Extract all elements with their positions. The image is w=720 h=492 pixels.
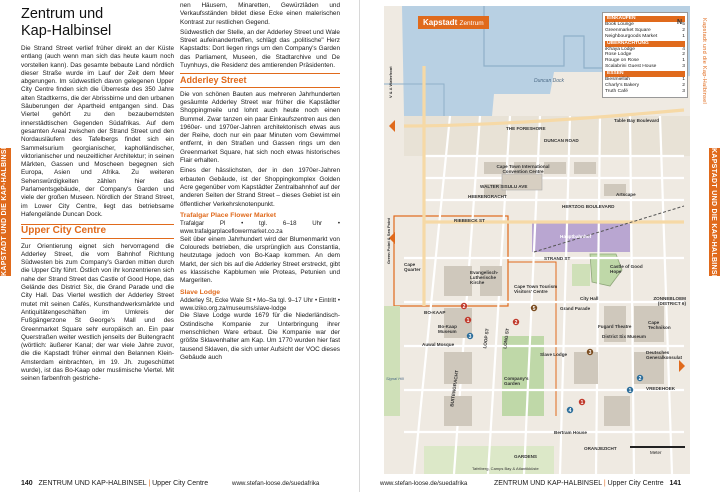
left-page-number: 140 (21, 480, 33, 487)
legend-num: 1 (682, 77, 685, 83)
subsection-heading: Adderley Street (180, 73, 340, 87)
map-label-hauptbahnhof: Hauptbahnhof (560, 234, 592, 239)
map-label-cape-quarter: Cape Quarter (404, 262, 421, 272)
map-label-visitors-centre: Cape Town Tourism Visitors' Centre (514, 284, 558, 294)
map-label-icc: Cape Town International Convention Centre (496, 164, 550, 174)
legend-item: Greenmarket Square (605, 27, 651, 33)
left-column-1 (21, 6, 174, 386)
map-label-heerengracht: HEERENGRACHT (468, 194, 507, 199)
map-label-riebeeck: RIEBEECK ST (454, 218, 485, 223)
map-label-oranjezicht: ORANJEZICHT (584, 446, 617, 451)
legend-item: Rouge on Rose (605, 58, 639, 64)
legend-row (605, 34, 685, 40)
map-label-auwal-mosque: Auwal Mosque (422, 342, 455, 347)
right-footer-url[interactable]: www.stefan-loose.de/suedafrika (380, 480, 468, 487)
legend-item: Scalabrini Guest House (605, 64, 657, 70)
legend-num: 4 (682, 46, 685, 52)
svg-text:1: 1 (628, 388, 632, 394)
map-label-castle: Castle of Good Hope (610, 264, 643, 274)
map-label-hertzog: HERTZOG BOULEVARD (562, 204, 615, 209)
title-line-2: Kap-Halbinsel (21, 23, 112, 39)
svg-text:3: 3 (588, 350, 592, 356)
map-label-district-six-museum: District Six Museum (602, 334, 646, 339)
right-side-label: KAPSTADT UND DIE KAP-HALBINSEL (710, 148, 717, 285)
intro-paragraph: Die Strand Street verlief früher direkt an der Küste entlang (auch wenn man sich das heute kaum noch vorstellen kann). Das gesamte bebaute Land nördlich dieser Straße wurde im Lauf der Zeit dem Meer abgerungen. Im südwestlich davon gelegenen Upper City Centre finden sich die Überreste des 350 Jahre alten Stadtkerns, die der Abrissbirne und den urbanen Säuberungen der Apartheid entgangen sind. Das Viertel gehört zu den bezauberndsten innerstädtischen Gegenden Südafrikas. Auf dem gesamten Areal zwischen der Strand Street und den Nordausläufern des Tafelbergs findet sich ein Sammelsurium georgianischer, kapholländischer, viktorianischer und neuzeitlicher Architektur; in seinen Märkten, Gassen und Moscheen begegnen sich Europa, Asien und Afrika. Zu weiteren Sehenswürdigkeiten zählen hier das Parlamentsgebäude, der Company's Garden und viele der großen Museen. Nördlich der Strand Street, im Lower City Centre, liegt das betriebsame Hafengelände Duncan Dock. (21, 45, 174, 218)
map-label-vredehoek: VREDEHOEK (646, 386, 676, 391)
map-label-tafelberg: Tafelberg, Camps Bay & Atlantikküste (472, 466, 539, 471)
entry-info-slave-lodge: Adderley St, Ecke Wale St • Mo–Sa tgl. 9–17 Uhr • Eintritt • www.iziko.org.za/museums/slave-lodge (180, 296, 340, 312)
grand-parade-green (572, 264, 590, 286)
svg-text:1: 1 (580, 400, 584, 406)
legend-num: 2 (682, 82, 685, 88)
legend-item: Charly's Bakery (605, 82, 640, 88)
map-label-technikon: Cape Technikon (648, 320, 671, 330)
legend-num: 3 (682, 64, 685, 70)
right-page-number: 141 (669, 480, 682, 487)
left-footer-chapter: ZENTRUM UND KAP-HALBINSEL (38, 480, 147, 487)
map-label-zonnebloem: ZONNEBLOEM (DISTRICT 6) (653, 296, 686, 306)
city-map[interactable] (384, 6, 690, 474)
map-label-strand-st: STRAND ST (544, 256, 571, 261)
legend-num: 2 (682, 27, 685, 33)
left-footer: 140 ZENTRUM UND KAP-HALBINSEL | Upper City Centre (21, 480, 209, 487)
col2-paragraph-1: nen Häusern, Minaretten, Gewürzläden und Verkaufsständen bildet diese Ecke einen malerischen Kontrast zur restlichen Gegend. (180, 2, 340, 26)
map-legend (602, 12, 688, 98)
map-label-duncan-dock: Duncan Dock (534, 78, 565, 84)
legend-item: Biesmiellah (605, 77, 631, 83)
section-heading: Upper City Centre (21, 224, 174, 238)
legend-item: iKhaya Lodge (605, 46, 635, 52)
left-column-2 (180, 2, 340, 364)
legend-heading-shopping: EINKAUFEN (605, 16, 685, 22)
map-label-bo-kaap-museum: Bo-Kaap Museum (438, 324, 457, 334)
map-label-bo-kaap: BO-KAAP (424, 310, 446, 315)
legend-item: Truth Café (605, 88, 628, 94)
map-label-loop-st: LOOP ST (482, 328, 490, 349)
map-label-table-bay: Table Bay Boulevard (614, 118, 660, 123)
right-footer-section: Upper City Centre (607, 480, 664, 487)
map-label-artscape: Artscape (616, 192, 636, 197)
entry-title-flower-market: Trafalgar Place Flower Market (180, 211, 276, 219)
map-label-city-hall: City Hall (580, 296, 599, 301)
right-side-label-top: Kapstadt und die Kap-Halbinsel (701, 18, 707, 105)
map-title (418, 16, 489, 29)
svg-text:2: 2 (514, 320, 518, 326)
legend-num: 5 (682, 21, 685, 27)
map-label-foreshore: THE FORESHORE (506, 126, 546, 131)
map-label-green-point: Green Point & Sea Point (386, 217, 391, 264)
scale-label: Meter (650, 450, 662, 455)
legend-item: Neighbourgoods Market (605, 33, 658, 39)
legend-heading-food: ESSEN (605, 71, 685, 77)
legend-num: 1 (682, 33, 685, 39)
map-title-sub: Zentrum (459, 20, 484, 27)
map-label-duncan-road: DUNCAN ROAD (544, 138, 579, 143)
left-side-label: KAPSTADT UND DIE KAP-HALBINSEL (1, 139, 8, 276)
map-label-waterfront: V & A Waterfront (388, 66, 393, 98)
legend-heading-lodging: ÜBERNACHTUNG (605, 41, 685, 47)
legend-row (605, 89, 685, 95)
north-arrow: N (677, 19, 683, 26)
map-label-slave-lodge: Slave Lodge (540, 352, 568, 357)
page-title (21, 6, 174, 40)
legend-row (605, 64, 685, 70)
map-label-consulate: Deutsches Generalkonsulat (646, 350, 682, 360)
map-label-bertram-house: Bertram House (554, 430, 587, 435)
map-label-gardens: GARDENS (514, 454, 537, 459)
right-page (360, 0, 720, 492)
left-footer-url[interactable]: www.stefan-loose.de/suedafrika (232, 480, 320, 487)
legend-item: Book Lounge (605, 21, 634, 27)
map-label-signal-hill: Signal Hill (386, 376, 404, 381)
svg-text:3: 3 (468, 334, 472, 340)
right-footer: ZENTRUM UND KAP-HALBINSEL | Upper City Centre 141 (494, 480, 682, 487)
map-label-long-st: LONG ST (502, 328, 511, 349)
signal-hill-green (384, 306, 400, 416)
svg-text:4: 4 (568, 408, 572, 414)
map-label-walter-sisulu: WALTER SISULU AVE (480, 184, 528, 189)
section-paragraph: Zur Orientierung eignet sich hervorragend die Adderley Street, die vom Bahnhof Richtung Südwesten bis zum Company's Garden mitten durch die Upper City führt. Östlich von ihr konzentrieren sich nahe der Strand Street das Castle of Good Hope, das Gelände des District Six, die Grand Parade und die City Hall. Das Viertel westlich der Adderley Street mutet mit seinen Cafés, Kunsthandwerksmärkte und Antiquitätengeschäften im Umkreis der Fußgängerzone St George's Mall und des Greenmarket Square sehr europäisch an. Ein paar Querstraßen weiter westlich jenseits der Buitengracht (wörtlich: äußerer Kanal; der war viele Jahre zuvor, die die Kapstadt früher einmal den Belannen Klein-Amsterdam einbrachten, im 19. Jh. zugeschüttet wurde), ist das Bo-Kaap oder muslimische Viertel. Mit seinen farbenfroh gestriche- (21, 242, 174, 383)
map-label-companys-garden: Company's Garden (504, 376, 529, 386)
map-label-grand-parade: Grand Parade (560, 306, 591, 311)
map-title-main: Kapstadt (423, 18, 458, 27)
svg-text:5: 5 (532, 306, 536, 312)
legend-num: 2 (682, 52, 685, 58)
svg-text:2: 2 (638, 376, 642, 382)
col2-paragraph-3: Die von schönen Bauten aus mehreren Jahrhunderten gesäumte Adderley Street war früher die Kapstädter Shoppingmeile und lohnt auch heute noch einen Bummel. Zwar tanzen ein paar Einkaufszentren aus den 1960er- und 1970er-Jahren architektonisch etwas aus der Reihe, doch nur ein paar Minuten vom Gewimmel entfernt, in den Straßen und Gassen rings um den Greenmarket Square, hat sich noch etwas historisches Flair erhalten. (180, 90, 340, 165)
entry-text-flower-market: Seit über einem Jahrhundert wird der Blumenmarkt von Coloureds betrieben, die ursprünglich aus Constantia, heutzutage jedoch von Bo-Kaap kommen. An dem Markt, der sich bis auf die Adderley Street erstreckt, gibt es klassische Kapblumen wie Proteas, Petunien und Margeriten. (180, 235, 340, 285)
right-footer-chapter: ZENTRUM UND KAP-HALBINSEL (494, 480, 602, 487)
col2-paragraph-4: Eines der hässlichsten, der in den 1970er-Jahren erbauten Gebäude, ist der Shoppingkomplex Golden Acre gegenüber vom Kapstädter Zentralbahnhof auf der anderen Seiten der Strand Street – dieses Gebiet ist ein öffentlicher Verkehrsknotenpunkt. (180, 167, 340, 208)
legend-num: 3 (682, 88, 685, 94)
entry-title-slave-lodge: Slave Lodge (180, 288, 221, 296)
entry-text-slave-lodge: Die Slave Lodge wurde 1679 für die Niederländisch-Ostindische Kompanie zur Unterbringung ihrer menschlichen Ware erbaut. Die Kompanie war der größte Sklavenhalter am Kap. Um 1770 wurden hier fast tausend Sklaven, die sich unter Aufsicht der VOC dieses Gebäude auch (180, 312, 340, 361)
left-footer-section: Upper City Centre (152, 480, 209, 487)
col2-paragraph-2: Südwestlich der Stelle, an der Adderley Street und Wale Street aufeinandertreffen, schlägt das „politische" Herz Kapstadts: Dort liegen rings um den Company's Garden das Parliament, Museen, die Stadtarchive und De Tuynhuys, die Residenz des amtierenden Präsidenten. (180, 28, 340, 70)
map-scale-bar (630, 438, 685, 455)
legend-item: Rose Lodge (605, 52, 632, 58)
title-line-1: Zentrum und (21, 6, 104, 22)
map-label-lutherse-kirche: Evangelisch-Lutherische Kirche (470, 270, 499, 285)
map-label-fugard: Fugard Theatre (598, 324, 632, 329)
map-label-buitengracht: BUITENGRACHT (449, 369, 460, 408)
legend-num: 1 (682, 58, 685, 64)
entry-info-flower-market: Trafalgar Pl • tgl. 6–18 Uhr • www.trafalgarplaceflowermarket.co.za (180, 220, 340, 235)
svg-text:1: 1 (466, 318, 470, 324)
svg-text:2: 2 (462, 304, 466, 310)
